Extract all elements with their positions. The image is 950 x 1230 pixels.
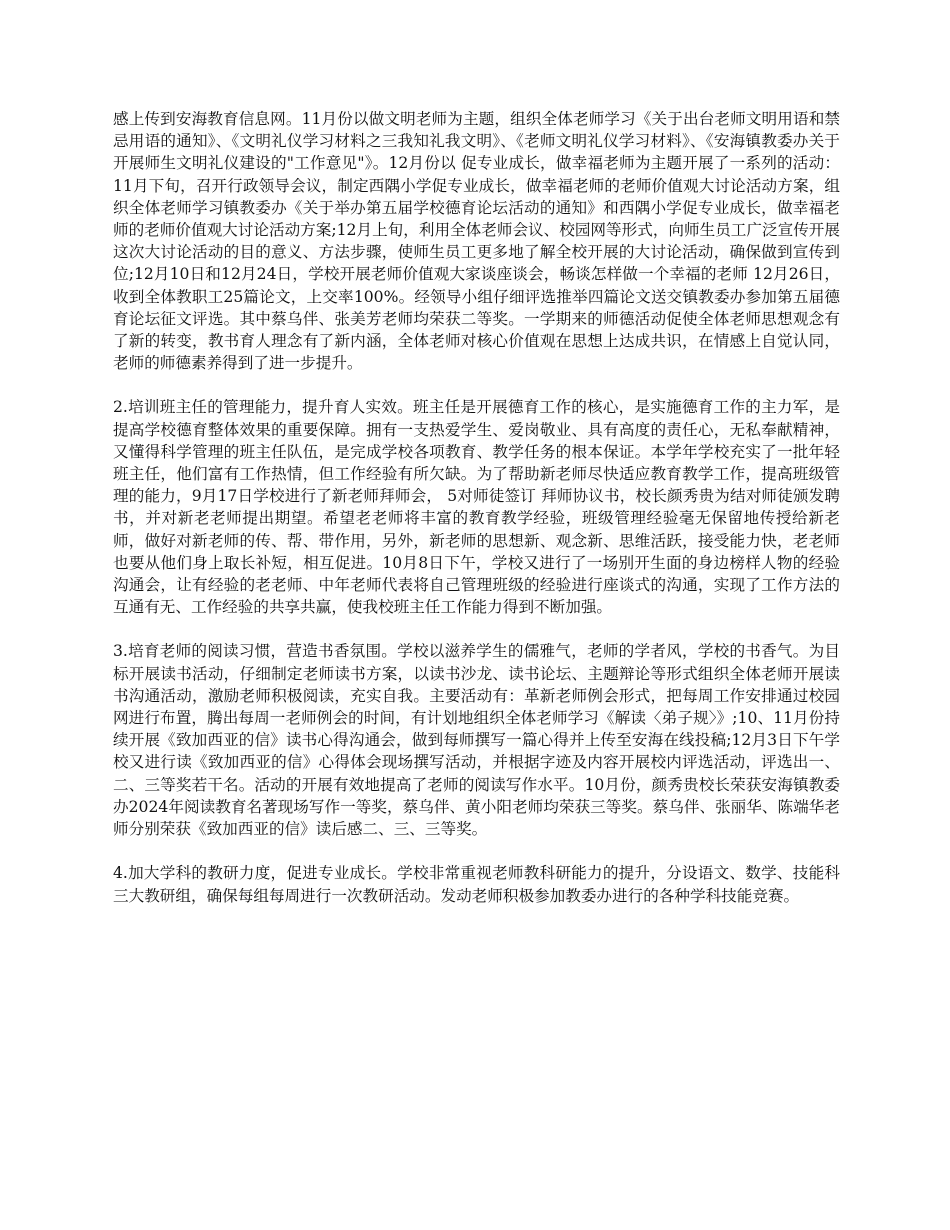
paragraph-reading-habits: 3.培育老师的阅读习惯，营造书香氛围。学校以滋养学生的儒雅气，老师的学者风，学校的书香气。为目标开展读书活动，仔细制定老师读书方案，以读书沙龙、读书论坛、主题辩论等形式组织全体老师开展读书沟通活动，激励老师积极阅读，充实自我。主要活动有：革新老师例会形式，把每周工作安排通过校园网进行布置，腾出每周一老师例会的时间，有计划地组织全体老师学习《解读〈弟子规〉》;10、11月份持续开展《致加西亚的信》读书心得沟通会，做到每师撰写一篇心得并上传至安海在线投稿;12月3日下午学校又进行读《致加西亚的信》心得体会现场撰写活动，并根据字迹及内容开展校内评选活动，评选出一、二、三等奖若干名。活动的开展有效地提高了老师的阅读写作水平。10月份，颜秀贵校长荣获安海镇教委办2024年阅读教育名著现场写作一等奖，蔡乌伴、黄小阳老师均荣获三等奖。蔡乌伴、张丽华、陈端华老师分别荣获《致加西亚的信》读后感二、三、三等奖。 — [113, 642, 840, 839]
paragraph-class-teacher-training: 2.培训班主任的管理能力，提升育人实效。班主任是开展德育工作的核心，是实施德育工作的主力军，是提高学校德育整体效果的重要保障。拥有一支热爱学生、爱岗敬业、具有高度的责任心，无私奉献精神，又懂得科学管理的班主任队伍，是完成学校各项教育、教学任务的根本保证。本学年学校充实了一批年轻班主任，他们富有工作热情，但工作经验有所欠缺。为了帮助新老师尽快适应教育教学工作，提高班级管理的能力，9月17日学校进行了新老师拜师会， 5对师徒签订 拜师协议书，校长颜秀贵为结对师徒颁发聘书，并对新老老师提出期望。希望老老师将丰富的教育教学经验，班级管理经验毫无保留地传授给新老师，做好对新老师的传、帮、带作用，另外，新老师的思想新、观念新、思维活跃，接受能力快，老老师也要从他们身上取长补短，相互促进。10月8日下午，学校又进行了一场别开生面的身边榜样人物的经验沟通会，让有经验的老老师、中年老师代表将自己管理班级的经验进行座谈式的沟通，实现了工作方法的互通有无、工作经验的共享共赢，使我校班主任工作能力得到不断加强。 — [113, 398, 840, 617]
document-page — [113, 108, 840, 929]
paragraph-teacher-ethics: 感上传到安海教育信息网。11月份以做文明老师为主题，组织全体老师学习《关于出台老师文明用语和禁忌用语的通知》、《文明礼仪学习材料之三我知礼我文明》、《老师文明礼仪学习材料》、《安海镇教委办关于开展师生文明礼仪建设的"工作意见"》。12月份以 促专业成长，做幸福老师为主题开展了一系列的活动：11月下旬，召开行政领导会议，制定西隅小学促专业成长，做幸福老师的老师价值观大讨论活动方案，组织全体老师学习镇教委办《关于举办第五届学校德育论坛活动的通知》和西隅小学促专业成长，做幸福老师的老师价值观大讨论活动方案;12月上旬，利用全体老师会议、校园网等形式，向师生员工广泛宣传开展这次大讨论活动的目的意义、方法步骤，使师生员工更多地了解全校开展的大讨论活动，确保做到宣传到位;12月10日和12月24日，学校开展老师价值观大家谈座谈会，畅谈怎样做一个幸福的老师 12月26日，收到全体教职工25篇论文，上交率100%。经领导小组仔细评选推举四篇论文送交镇教委办参加第五届德育论坛征文评选。其中蔡乌伴、张美芳老师均荣获二等奖。一学期来的师德活动促使全体老师思想观念有了新的转变，教书育人理念有了新内涵，全体老师对核心价值观在思想上达成共识，在情感上自觉认同，老师的师德素养得到了进一步提升。 — [113, 110, 840, 373]
paragraph-teaching-research: 4.加大学科的教研力度，促进专业成长。学校非常重视老师教科研能力的提升，分设语文、数学、技能科三大教研组，确保每组每周进行一次教研活动。发动老师积极参加教委办进行的各种学科技能竞赛。 — [113, 864, 840, 905]
